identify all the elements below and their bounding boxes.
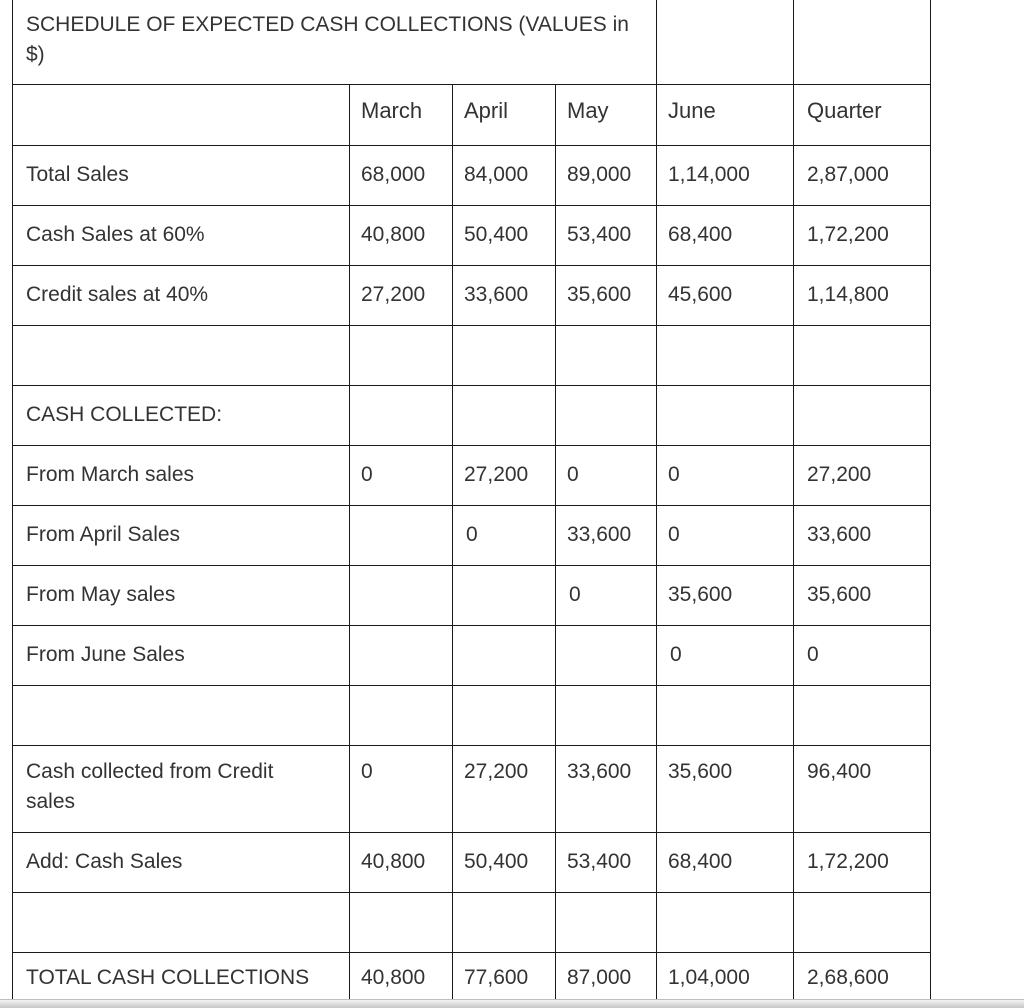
column-header: April bbox=[464, 98, 509, 123]
grid-line-horizontal bbox=[12, 265, 931, 266]
table-cell: 53,400 bbox=[567, 850, 632, 873]
table-cell: 35,600 bbox=[567, 283, 632, 306]
grid-line-horizontal bbox=[12, 325, 931, 326]
column-header: June bbox=[668, 98, 716, 123]
table-cell: 35,600 bbox=[668, 760, 733, 783]
grid-line-horizontal bbox=[12, 565, 931, 566]
table-cell: 27,200 bbox=[361, 283, 426, 306]
grid-line-horizontal bbox=[12, 745, 931, 746]
table-cell: 33,600 bbox=[567, 523, 632, 546]
table-cell: 53,400 bbox=[567, 223, 632, 246]
table-cell: 1,72,200 bbox=[807, 223, 889, 246]
grid-line-horizontal bbox=[12, 84, 931, 85]
table-cell: 27,200 bbox=[464, 760, 529, 783]
table-cell: 0 bbox=[466, 523, 478, 546]
grid-line-vertical bbox=[930, 0, 931, 1003]
table-cell: 0 bbox=[361, 760, 373, 783]
table-cell: 1,04,000 bbox=[668, 965, 750, 989]
row-label: From April Sales bbox=[26, 523, 181, 546]
table-cell: 68,400 bbox=[668, 850, 733, 873]
grid-line-horizontal bbox=[12, 145, 931, 146]
row-label: Credit sales at 40% bbox=[26, 283, 209, 306]
table-cell: 0 bbox=[361, 463, 373, 486]
table-cell: 40,800 bbox=[361, 965, 426, 989]
table-cell: 33,600 bbox=[807, 523, 872, 546]
grid-line-vertical bbox=[555, 84, 556, 1003]
table-cell: 0 bbox=[668, 463, 680, 486]
grid-line-horizontal bbox=[12, 832, 931, 833]
grid-line-horizontal bbox=[12, 205, 931, 206]
table-cell: 2,87,000 bbox=[807, 163, 889, 186]
table-cell: 45,600 bbox=[668, 283, 733, 306]
table-cell: 2,68,600 bbox=[807, 965, 889, 989]
table-cell: 0 bbox=[807, 643, 819, 666]
table-cell: 27,200 bbox=[464, 463, 529, 486]
table-cell: 35,600 bbox=[807, 583, 872, 606]
row-label: Cash Sales at 60% bbox=[26, 223, 205, 246]
table-title: SCHEDULE OF EXPECTED CASH COLLECTIONS (VALUES in $) bbox=[26, 13, 629, 66]
table-cell: 33,600 bbox=[567, 760, 632, 783]
column-header: May bbox=[567, 98, 609, 123]
table-cell: 40,800 bbox=[361, 223, 426, 246]
grid-line-horizontal bbox=[12, 952, 931, 953]
table-cell: 68,000 bbox=[361, 163, 426, 186]
grid-line-vertical bbox=[656, 0, 657, 84]
table-cell: 35,600 bbox=[668, 583, 733, 606]
table-cell: 40,800 bbox=[361, 850, 426, 873]
row-label: Cash collected from Credit sales bbox=[26, 760, 274, 813]
row-label: From June Sales bbox=[26, 643, 185, 666]
table-cell: 27,200 bbox=[807, 463, 872, 486]
table-cell: 68,400 bbox=[668, 223, 733, 246]
column-header: March bbox=[361, 98, 423, 123]
column-header: Quarter bbox=[807, 98, 882, 123]
table-cell: 84,000 bbox=[464, 163, 529, 186]
grid-line-horizontal bbox=[12, 892, 931, 893]
grid-line-vertical bbox=[656, 84, 657, 1003]
grid-line-horizontal bbox=[12, 445, 931, 446]
table-cell: 87,000 bbox=[567, 965, 632, 989]
table-cell: 77,600 bbox=[464, 965, 529, 989]
grid-line-vertical bbox=[349, 84, 350, 1003]
row-label: From March sales bbox=[26, 463, 195, 486]
grid-line-horizontal bbox=[12, 385, 931, 386]
table-cell: 1,72,200 bbox=[807, 850, 889, 873]
grid-line-horizontal bbox=[12, 625, 931, 626]
table-cell: 1,14,000 bbox=[668, 163, 750, 186]
table-cell: 33,600 bbox=[464, 283, 529, 306]
table-cell: 50,400 bbox=[464, 223, 529, 246]
grid-line-vertical bbox=[452, 84, 453, 1003]
grid-line-vertical bbox=[793, 0, 794, 1003]
table-cell: 0 bbox=[668, 523, 680, 546]
grid-line-vertical bbox=[12, 0, 13, 1003]
table-cell: 96,400 bbox=[807, 760, 872, 783]
row-label: Add: Cash Sales bbox=[26, 850, 183, 873]
table-cell: 0 bbox=[567, 463, 579, 486]
row-label: From May sales bbox=[26, 583, 176, 606]
table-cell: 50,400 bbox=[464, 850, 529, 873]
row-label: TOTAL CASH COLLECTIONS bbox=[26, 965, 310, 989]
grid-line-horizontal bbox=[12, 505, 931, 506]
table-cell: 0 bbox=[670, 643, 682, 666]
table-cell: 0 bbox=[569, 583, 581, 606]
grid-line-horizontal bbox=[12, 685, 931, 686]
row-label: Total Sales bbox=[26, 163, 129, 186]
row-label: CASH COLLECTED: bbox=[26, 403, 223, 426]
table-cell: 89,000 bbox=[567, 163, 632, 186]
table-cell: 1,14,800 bbox=[807, 283, 889, 306]
